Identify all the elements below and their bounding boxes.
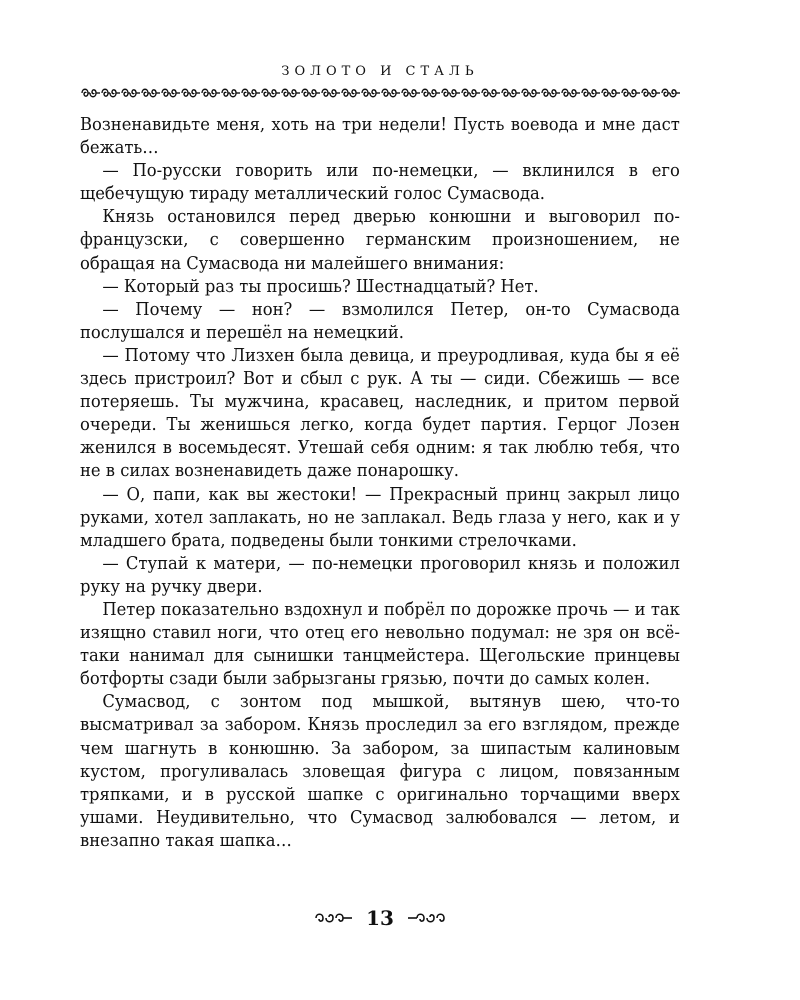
running-header: ЗОЛОТО И СТАЛЬ <box>281 64 479 79</box>
ornamental-rule <box>80 86 680 100</box>
body-text <box>80 114 680 853</box>
paragraph: — Ступай к матери, — по-немецки проговорил князь и положил руку на ручку двери. <box>80 553 680 597</box>
paragraph: — Который раз ты просишь? Шестнадцатый? Нет. <box>102 276 539 297</box>
paragraph: Князь остановился перед дверью конюшни и выговорил по-французски, с совершенно германским произношением, не обращая на Сумасвода ни малейшего внимания: <box>80 207 680 274</box>
page-number: 13 <box>366 906 394 930</box>
paragraph: Петер показательно вздохнул и побрёл по дорожке прочь — и так изящно ставил ноги, что отец его невольно подумал: не зря он всё-таки нанимал для сынишки танцмейстера. Щегольские принцевы ботфорты сзади были забрызганы грязью, почти до самых колен. <box>80 599 680 690</box>
paragraph: — По-русски говорить или по-немецки, — вклинился в его щебечущую тираду металлический голос Сумасвода. <box>80 161 680 205</box>
right-flourish-icon <box>406 911 446 925</box>
page-footer <box>80 906 680 930</box>
paragraph: — О, папи, как вы жестоки! — Прекрасный принц закрыл лицо руками, хотел заплакать, но не заплакал. Ведь глаза у него, как и у младшего брата, подведены были тонкими стрелочками. <box>80 484 680 551</box>
paragraph: — Потому что Лизхен была девица, и преуродливая, куда бы я её здесь пристроил? Вот и сбыл с рук. А ты — сиди. Сбежишь — все потеряешь. Ты мужчина, красавец, наследник, и притом первой очереди. Ты женишься легко, когда будет партия. Герцог Лозен женился в восемьдесят. Утешай себя одним: я так люблю тебя, что не в силах возненавидеть даже понарошку. <box>80 345 680 482</box>
paragraph: — Почему — нон? — взмолился Петер, он-то Сумасвода послушался и перешёл на немецкий. <box>80 299 680 343</box>
left-flourish-icon <box>314 911 354 925</box>
paragraph: Возненавидьте меня, хоть на три недели! Пусть воевода и мне даст бежать… <box>80 115 680 159</box>
paragraph: Сумасвод, с зонтом под мышкой, вытянув шею, что-то высматривал за забором. Князь проследил за его взглядом, прежде чем шагнуть в конюшню. За забором, за шипастым калиновым кустом, прогуливалась зловещая фигура с лицом, повязанным тряпками, и в русской шапке с оригинально торчащими вверх ушами. Неудивительно, что Сумасвод залюбовался — летом, и внезапно такая шапка… <box>80 692 680 851</box>
